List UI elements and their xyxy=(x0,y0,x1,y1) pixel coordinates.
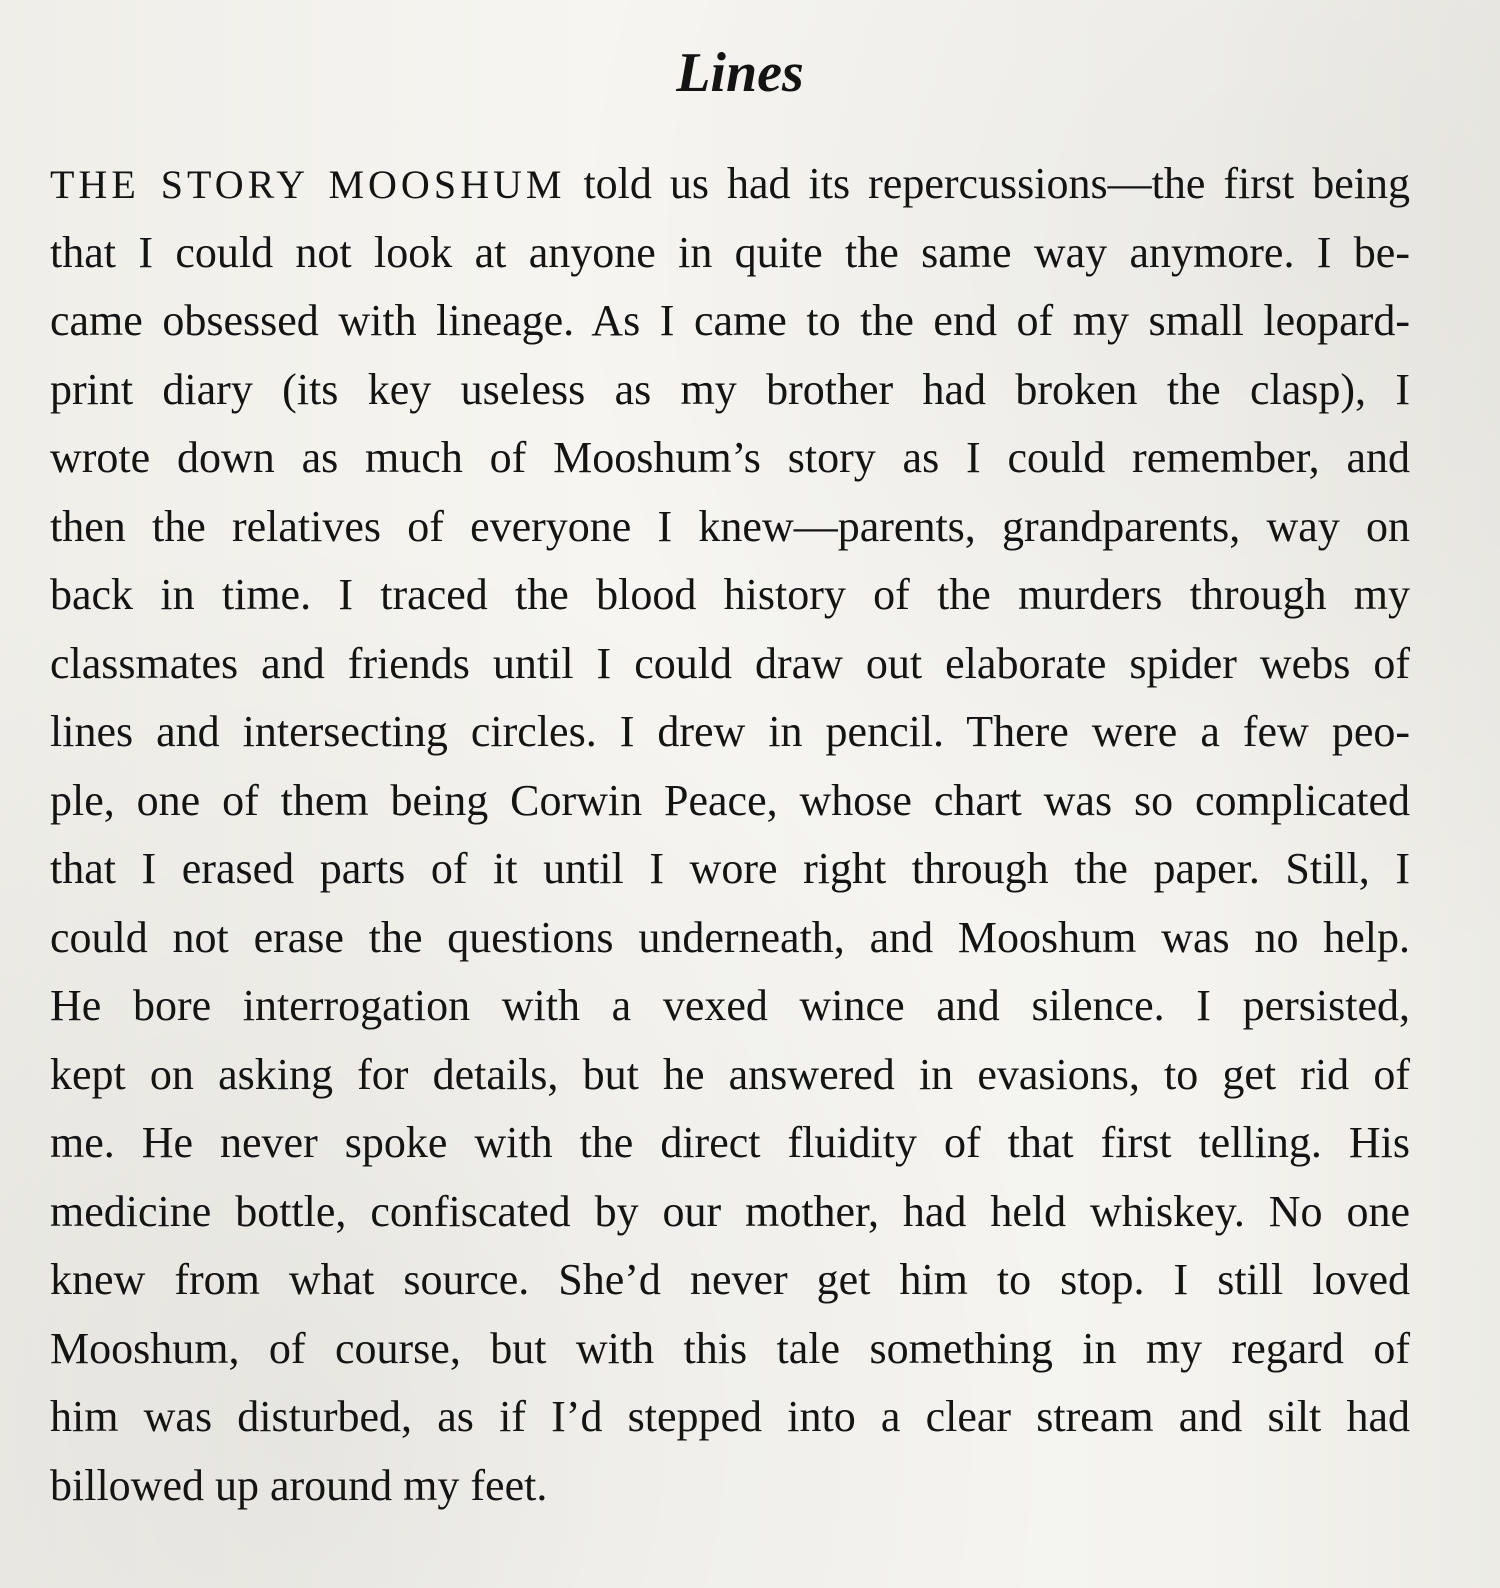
text-line-last: billowed up around my feet. xyxy=(50,1460,548,1510)
text-line: came obsessed with lineage. As I came to the end of my small leopard- xyxy=(50,296,1410,345)
text-line: He bore interrogation with a vexed wince and silence. I persisted, xyxy=(50,981,1410,1030)
first-line-rest: told us had its repercussions—the first being xyxy=(583,159,1411,208)
text-line: classmates and friends until I could draw out elaborate spider webs of xyxy=(50,638,1410,688)
text-line: back in time. I traced the blood history of the murders through my xyxy=(50,570,1410,619)
chapter-title: Lines xyxy=(676,42,804,104)
text-line: kept on asking for details, but he answered in evasions, to get rid of xyxy=(50,1049,1410,1099)
text-line: that I could not look at anyone in quite the same way anymore. I be- xyxy=(50,227,1410,277)
text-line-1 xyxy=(50,150,1410,219)
text-line: wrote down as much of Mooshum’s story as I could remember, and xyxy=(50,433,1410,482)
text-line: ple, one of them being Corwin Peace, whose chart was so complicated xyxy=(50,775,1410,825)
text-line: then the relatives of everyone I knew—parents, grandparents, way on xyxy=(50,501,1410,551)
body-paragraph xyxy=(50,150,1410,1520)
text-line: medicine bottle, confiscated by our mother, had held whiskey. No one xyxy=(50,1186,1410,1236)
text-line: that I erased parts of it until I wore right through the paper. Still, I xyxy=(50,844,1410,893)
text-line: could not erase the questions underneath, and Mooshum was no help. xyxy=(50,912,1410,962)
lead-in-smallcaps: THE STORY MOOSHUM xyxy=(50,162,566,207)
text-line: him was disturbed, as if I’d stepped into a clear stream and silt had xyxy=(50,1392,1410,1441)
text-line: lines and intersecting circles. I drew in pencil. There were a few peo- xyxy=(50,707,1410,756)
text-line: Mooshum, of course, but with this tale something in my regard of xyxy=(50,1323,1410,1373)
text-line: print diary (its key useless as my brother had broken the clasp), I xyxy=(50,364,1410,414)
text-line: knew from what source. She’d never get him to stop. I still loved xyxy=(50,1255,1410,1304)
text-line: me. He never spoke with the direct fluidity of that first telling. His xyxy=(50,1118,1410,1167)
